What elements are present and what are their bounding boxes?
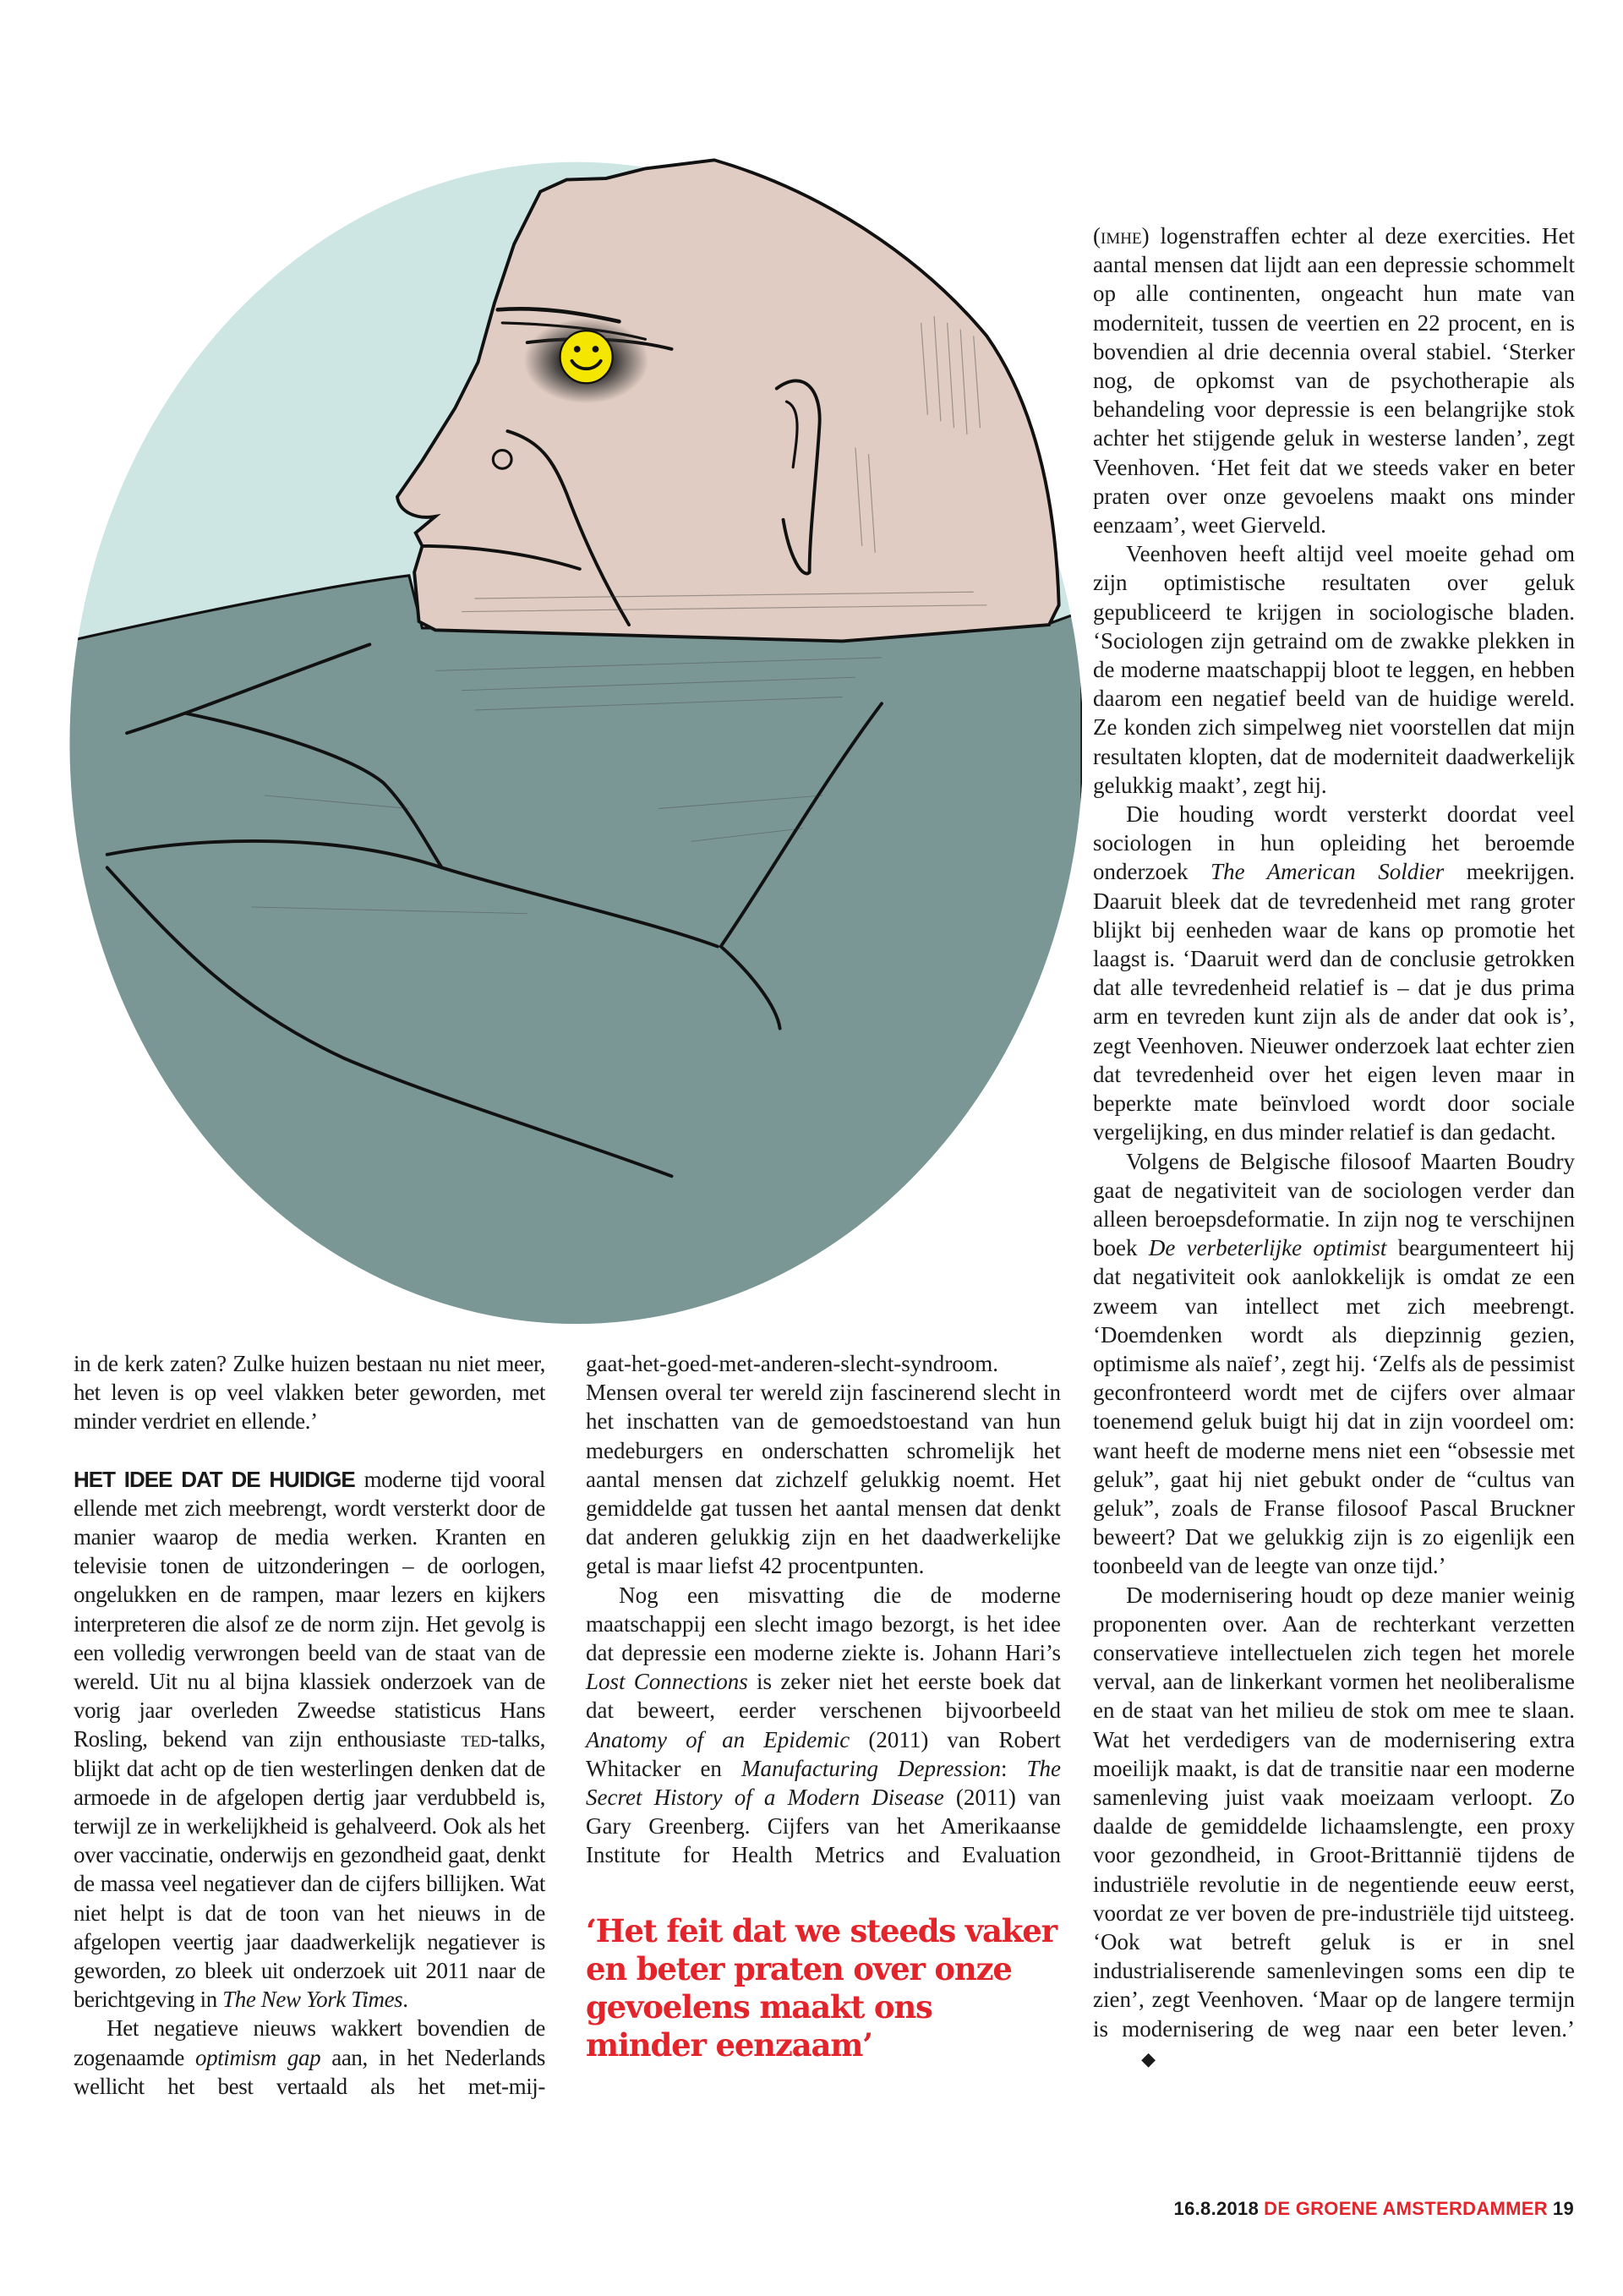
body-paragraph: [74, 2014, 545, 2101]
publication-name: DE GROENE AMSTERDAMMER: [1264, 2198, 1548, 2219]
text-run: .: [402, 1987, 408, 2013]
text-run: gaat-het-goed-met-anderen-slecht-syndroom. Mensen overal ter wereld zijn fascinerend slecht in het inschatten van de gemoedstoestand van hun medeburgers en onderschatten schromelijk het aantal mensen dat zichzelf gelukkig noemt. Het gemiddelde gat tussen het aantal mensen dat denkt dat anderen gelukkig zijn en het daadwerkelijke getal is maar liefst 42 procentpunten.: [586, 1351, 1061, 1579]
text-run: ) logenstraffen echter al deze exercities. Het aantal mensen dat lijdt aan een depressie schommelt op alle continenten, ongeacht hun mate van moderniteit, tussen de veertien en 22 procent, en is bovendien al drie decennia overal stabiel. ‘Sterker nog, de opkomst van de psychotherapie als behandeling voor depressie is een belangrijke stok achter het stijgende geluk in westerse landen’, zegt Veenhoven. ‘Het feit dat we steeds vaker en beter praten over onze gevoelens maakt ons minder eenzaam’, weet Gierveld.: [1093, 223, 1575, 538]
illustration-man-with-smiley-eye: [68, 152, 1082, 1336]
italic-title: The Secret History of a Modern Disease: [586, 1755, 1061, 1811]
article-column-1: [74, 1349, 545, 2101]
text-run: meekrijgen. Daaruit bleek dat de tevredenheid met rang groter blijkt bij eenheden waar de kans op promotie het laagst is. ‘Daaruit werd dan de conclusie getrokken dat alle tevredenheid relatief is – dat je dus prima arm en tevreden kunt zijn als de ander dat ook is’, zegt Veenhoven. Nieuwer onderzoek laat echter zien dat tevredenheid over het eigen leven maar in beperkte mate beïnvloed wordt door sociale vergelijking, en dus minder relatief is dan gedacht.: [1093, 859, 1575, 1145]
text-run: (: [1093, 223, 1101, 249]
text-run: moderne tijd vooral ellende met zich meebrengt, wordt versterkt door de manier waarop de media werken. Kranten en televisie tonen de uitzonderingen – de oorlogen, ongelukken en de rampen, maar lezers en kijkers interpreteren die alsof ze de norm zijn. Het gevolg is een volledig verwrongen beeld van de staat van de wereld. Uit nu al bijna klassiek onderzoek van de vorig jaar overleden Zweedse statisticus Hans Rosling, bekend van zijn enthousiaste: [74, 1466, 545, 1752]
text-run: Nog een misvatting die de moderne maatschappij een slecht imago bezorgt, is het idee dat depressie een moderne ziekte is. Johann Hari’s: [586, 1582, 1061, 1666]
body-paragraph: [1093, 539, 1575, 800]
body-paragraph: [1093, 221, 1575, 539]
text-run: Volgens de Belgische filosoof Maarten Boudry gaat de negativiteit van de sociologen verder dan alleen beroepsdeformatie. In zijn nog te verschijnen boek: [1093, 1148, 1575, 1261]
page-footer: [1174, 2198, 1574, 2220]
italic-title: Anatomy of an Epidemic: [586, 1726, 850, 1752]
diamond-end-icon: ◆: [1141, 2047, 1156, 2069]
text-run: is zeker niet het eerste boek dat dat beweert, eerder verschenen bijvoorbeeld: [586, 1669, 1061, 1724]
body-paragraph: [74, 1349, 545, 1436]
body-paragraph: [1093, 800, 1575, 1146]
issue-date: 16.8.2018: [1173, 2198, 1260, 2219]
text-run: beargumenteert hij dat negativiteit ook aanlokkelijk is omdat ze een zweem van intellect met zich meebrengt. ‘Doemdenken wordt als diepzinnig gezien, optimisme als naïef’, zegt hij. ‘Zelfs als de pessimist geconfronteerd wordt met de cijfers over almaar toenemend geluk buigt hij dat in zijn voordeel om: want heeft de moderne mens niet een “obsessie met geluk”, gaat hij niet gebukt onder de “cultus van geluk”, zoals de Franse filosoof Pascal Bruckner beweert? Dat we gelukkig zijn is zo eigenlijk een toonbeeld van de leegte van onze tijd.’: [1093, 1235, 1576, 1579]
body-paragraph: [586, 1349, 1061, 1581]
page-number: 19: [1552, 2198, 1574, 2219]
body-sweater: [68, 576, 1082, 1336]
italic-title: The American Soldier: [1210, 859, 1445, 885]
text-run: in de kerk zaten? Zulke huizen bestaan nu niet meer, het leven is op veel vlakken beter geworden, met minder verdriet en ellende.’: [74, 1351, 545, 1435]
italic-title: Lost Connections: [586, 1669, 748, 1695]
text-run: Die houding wordt versterkt doordat veel sociologen in hun opleiding het beroemde onderzoek: [1093, 801, 1575, 885]
italic-title: Manufacturing Depression: [740, 1755, 1001, 1781]
small-caps-abbr: ted: [461, 1726, 492, 1752]
text-run: aan, in het Nederlands wellicht het best vertaald als het met-mij-: [74, 2044, 545, 2099]
body-paragraph: [1093, 1147, 1575, 1581]
text-run: (2011) van Gary Greenberg. Cijfers van het Amerikaanse Institute for Health Metrics and Evaluation: [586, 1785, 1061, 1868]
body-paragraph: [1093, 1581, 1575, 2074]
smiley-eye-icon: [560, 331, 613, 383]
body-paragraph: [586, 1581, 1061, 1870]
article-column-2: [586, 1349, 1061, 1870]
lead-in-caps: HET IDEE DAT DE HUIDIGE: [74, 1466, 355, 1492]
text-run: -talks, blijkt dat acht op de tien westerlingen denken dat de armoede in de afgelopen dertig jaar verdubbeld is, terwijl ze in werkelijkheid is gehalveerd. Ook als het over vaccinatie, onderwijs en gezondheid gaat, denkt de massa veel negatiever dan de cijfers billijken. Wat niet helpt is dat de toon van het nieuws in de afgelopen veertig jaar daadwerkelijk negatiever is geworden, zo bleek uit onderzoek uit 2011 naar de berichtgeving in: [74, 1726, 545, 2013]
text-run: (2011) van Robert Whitacker en: [586, 1726, 1061, 1781]
pull-quote: ‘Het feit dat we steeds vaker en beter praten over onze gevoelens maakt ons minder eenzaam’: [586, 1912, 1057, 2064]
italic-title: De verbeterlijke optimist: [1148, 1235, 1387, 1261]
article-column-3: [1093, 221, 1575, 2074]
section-paragraph: [74, 1465, 545, 2014]
text-run: De modernisering houdt op deze manier weinig proponenten over. Aan de rechterkant verzetten conservatieve intellectuelen zich tegen het morele verval, aan de linkerkant vormen het neoliberalisme en de staat van het milieu de stok om mee te slaan. Wat het verdedigers van de modernisering extra moeilijk maakt, is dat de transitie naar een moderne samenleving juist vaak moeizaam verloopt. Zo daalde de gemiddelde lichaamslengte, een proxy voor gezondheid, in Groot-Brittannië tijdens de industriële revolutie in de negentiende eeuw eerst, voordat ze ver boven de pre-industriële tijd uitsteeg. ‘Ook wat betreft geluk is er in snel industrialiserende samenlevingen soms een dip te zien’, zegt Veenhoven. ‘Maar op de langere termijn is modernisering de weg naar een beter leven.’: [1093, 1582, 1575, 2042]
text-run: :: [1000, 1755, 1027, 1781]
italic-title: optimism gap: [195, 2044, 321, 2070]
small-caps-abbr: imhe: [1101, 223, 1142, 249]
text-run: Het negatieve nieuws wakkert bovendien de zogenaamde: [74, 2015, 545, 2070]
text-run: Veenhoven heeft altijd veel moeite gehad om zijn optimistische resultaten over geluk gepubliceerd te krijgen in sociologische bladen. ‘Sociologen zijn getraind om de zwakke plekken in de moderne maatschappij bloot te leggen, en hebben daarom een negatief beeld van de huidige wereld. Ze konden zich simpelweg niet voorstellen dat mijn resultaten klopten, dat de moderniteit daadwerkelijk gelukkig maakt’, zegt hij.: [1093, 541, 1575, 798]
italic-title: The New York Times: [222, 1987, 403, 2013]
